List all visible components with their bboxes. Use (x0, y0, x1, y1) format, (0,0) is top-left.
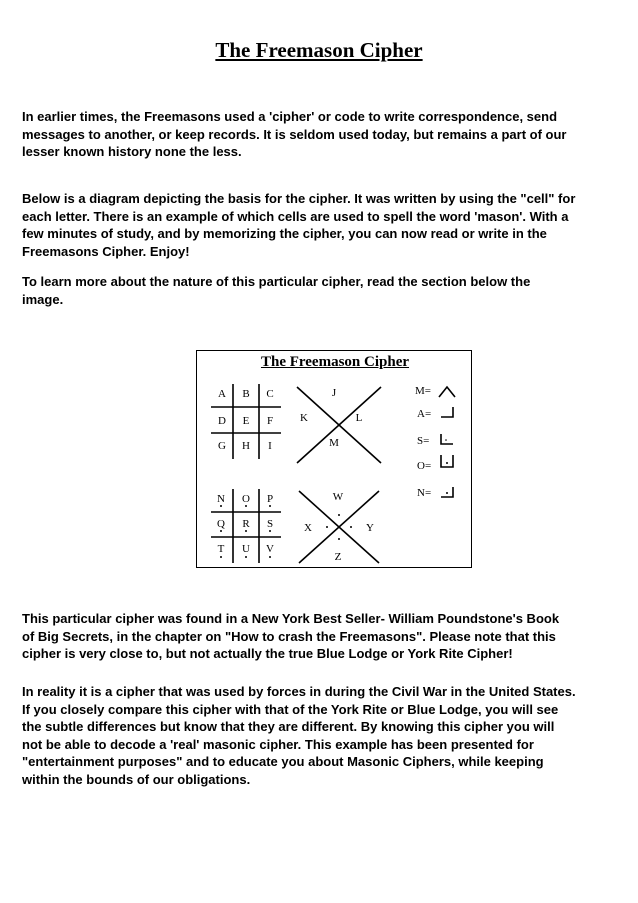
cipher-letter: X (304, 522, 312, 534)
text-line: within the bounds of our obligations. (22, 771, 251, 787)
cipher-letter: J (331, 387, 337, 399)
reality-paragraph (22, 683, 636, 789)
text-line: image. (22, 291, 64, 307)
cipher-letter: Z (334, 551, 342, 563)
example-label: O= (417, 460, 432, 472)
cipher-letter: H (242, 440, 250, 452)
page-title: The Freemason Cipher (215, 38, 423, 62)
text-line: few minutes of study, and by memorizing the cipher, you can now read or write in the (22, 226, 547, 242)
cipher-letter: O (242, 493, 250, 505)
cipher-letter: L (355, 412, 363, 424)
example-label: N= (417, 487, 432, 499)
source-paragraph (22, 610, 636, 663)
example-label: M= (415, 385, 431, 397)
text-line: not be able to decode a 'real' masonic cipher. This example has been presented for (22, 736, 534, 752)
cipher-letter: I (268, 440, 272, 452)
cipher-letter: D (218, 415, 226, 427)
cipher-letter: C (266, 388, 274, 400)
text-line: In earlier times, the Freemasons used a 'cipher' or code to write correspondence, send (22, 109, 558, 124)
cipher-letter: M (329, 437, 339, 449)
cipher-letter: Q (217, 518, 225, 530)
cipher-diagram (196, 350, 472, 568)
cipher-letter: E (242, 415, 250, 427)
learn-more-paragraph (22, 273, 636, 308)
cipher-letter: W (332, 491, 344, 503)
text-line: "entertainment purposes" and to educate you about Masonic Ciphers, while keeping (22, 754, 544, 770)
diagram-paragraph (22, 190, 636, 260)
cipher-letter: B (242, 388, 250, 400)
text-line: cipher is very close to, but not actually the true Blue Lodge or York Rite Cipher! (22, 646, 513, 662)
text-line: the subtle differences but know that they are different. By knowing this cipher you will (22, 719, 555, 735)
text-line: of Big Secrets, in the chapter on "How to crash the Freemasons". Please note that this (22, 628, 556, 644)
cipher-letter: R (242, 518, 250, 530)
cipher-lines (197, 351, 473, 569)
cipher-letter: A (218, 388, 226, 400)
text-line: Freemasons Cipher. Enjoy! (22, 243, 190, 259)
text-line: This particular cipher was found in a New York Best Seller- William Poundstone's Book (22, 611, 560, 626)
cipher-letter: U (242, 543, 250, 555)
cipher-letter: N (217, 493, 225, 505)
cipher-letter: G (218, 440, 226, 452)
text-line: Below is a diagram depicting the basis for the cipher. It was written by using the "cell" for (22, 191, 576, 206)
example-label: S= (417, 435, 430, 447)
text-line: To learn more about the nature of this particular cipher, read the section below the (22, 274, 531, 289)
text-line: lesser known history none the less. (22, 144, 242, 160)
cipher-letter: S (266, 518, 274, 530)
cipher-letter: K (300, 412, 308, 424)
cipher-letter: F (266, 415, 274, 427)
text-line: each letter. There is an example of which cells are used to spell the word 'mason'. With a (22, 208, 569, 224)
cipher-letter: P (266, 493, 274, 505)
text-line: If you closely compare this cipher with that of the York Rite or Blue Lodge, you will see (22, 701, 559, 717)
cipher-letter: Y (366, 522, 374, 534)
text-line: messages to another, or keep records. It is seldom used today, but remains a part of our (22, 126, 567, 142)
cipher-letter: V (266, 543, 274, 555)
text-line: In reality it is a cipher that was used by forces in during the Civil War in the United States. (22, 684, 576, 699)
example-label: A= (417, 408, 432, 420)
diagram-title: The Freemason Cipher (260, 354, 410, 370)
intro-paragraph (22, 108, 636, 161)
cipher-letter: T (217, 543, 225, 555)
